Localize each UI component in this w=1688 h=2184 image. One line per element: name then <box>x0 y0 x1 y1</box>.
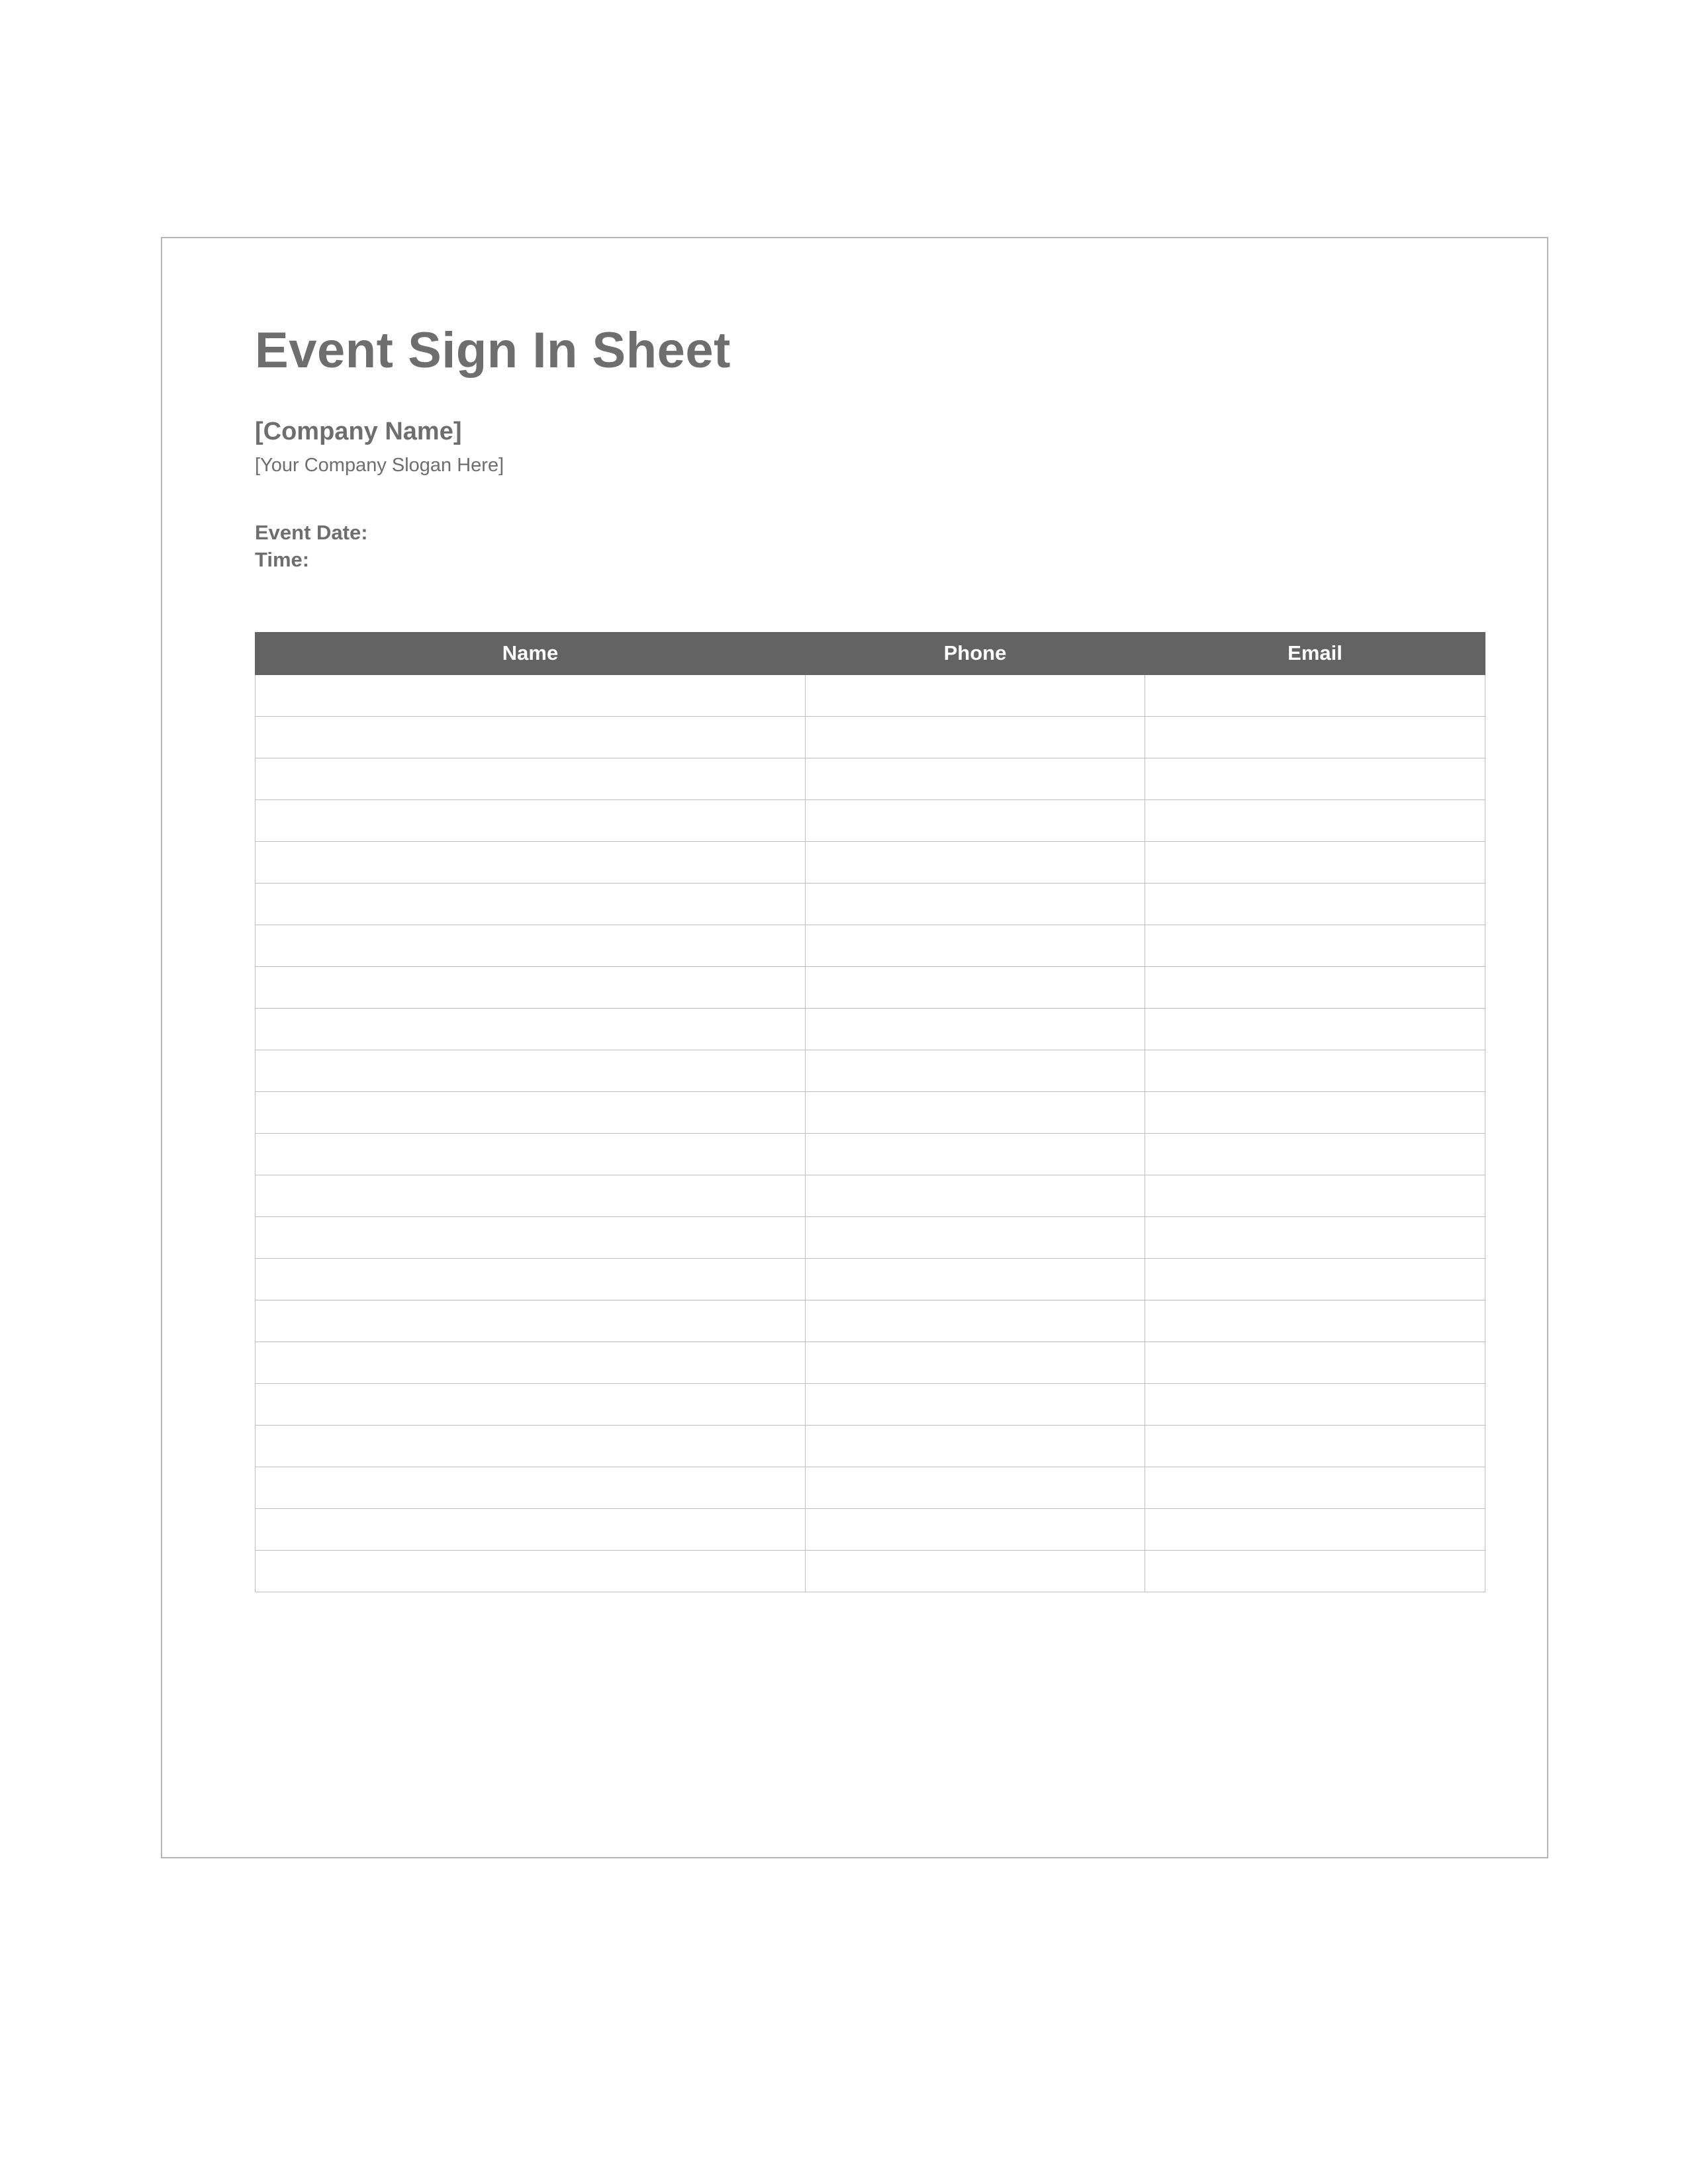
cell-email[interactable] <box>1145 1300 1485 1342</box>
table-header-row <box>256 632 1485 674</box>
page-title: Event Sign In Sheet <box>255 322 731 379</box>
cell-phone[interactable] <box>806 674 1145 716</box>
cell-phone[interactable] <box>806 1383 1145 1425</box>
company-block <box>255 417 1473 478</box>
cell-name[interactable] <box>256 1216 806 1258</box>
cell-name[interactable] <box>256 1050 806 1091</box>
cell-email[interactable] <box>1145 1467 1485 1508</box>
table-row <box>256 799 1485 841</box>
cell-phone[interactable] <box>806 1216 1145 1258</box>
cell-phone[interactable] <box>806 716 1145 758</box>
table-row <box>256 674 1485 716</box>
cell-name[interactable] <box>256 1175 806 1216</box>
cell-name[interactable] <box>256 674 806 716</box>
cell-email[interactable] <box>1145 1216 1485 1258</box>
cell-email[interactable] <box>1145 716 1485 758</box>
cell-name[interactable] <box>256 841 806 883</box>
table-row <box>256 1508 1485 1550</box>
cell-name[interactable] <box>256 716 806 758</box>
table-row <box>256 716 1485 758</box>
cell-email[interactable] <box>1145 1508 1485 1550</box>
table-body <box>256 674 1485 1592</box>
cell-email[interactable] <box>1145 883 1485 925</box>
company-name[interactable]: [Company Name] <box>255 417 462 445</box>
cell-name[interactable] <box>256 1258 806 1300</box>
cell-phone[interactable] <box>806 1467 1145 1508</box>
event-time-label[interactable]: Time: <box>255 547 310 571</box>
sign-in-table <box>255 632 1485 1592</box>
cell-name[interactable] <box>256 1550 806 1592</box>
cell-phone[interactable] <box>806 1050 1145 1091</box>
cell-name[interactable] <box>256 1508 806 1550</box>
table-row <box>256 1258 1485 1300</box>
cell-phone[interactable] <box>806 1550 1145 1592</box>
cell-phone[interactable] <box>806 758 1145 799</box>
cell-phone[interactable] <box>806 841 1145 883</box>
cell-email[interactable] <box>1145 1342 1485 1383</box>
cell-name[interactable] <box>256 925 806 966</box>
document-page <box>161 237 1548 1858</box>
table-row <box>256 841 1485 883</box>
cell-email[interactable] <box>1145 1258 1485 1300</box>
cell-phone[interactable] <box>806 799 1145 841</box>
cell-name[interactable] <box>256 1425 806 1467</box>
cell-name[interactable] <box>256 1091 806 1133</box>
table-row <box>256 758 1485 799</box>
cell-name[interactable] <box>256 1300 806 1342</box>
table-row <box>256 883 1485 925</box>
cell-phone[interactable] <box>806 1508 1145 1550</box>
cell-email[interactable] <box>1145 799 1485 841</box>
cell-email[interactable] <box>1145 1091 1485 1133</box>
cell-phone[interactable] <box>806 1425 1145 1467</box>
event-meta-block <box>255 520 1473 574</box>
table-row <box>256 1425 1485 1467</box>
column-header-name: Name <box>256 632 806 674</box>
cell-email[interactable] <box>1145 841 1485 883</box>
table-header <box>256 632 1485 674</box>
company-slogan[interactable]: [Your Company Slogan Here] <box>255 455 504 477</box>
table-row <box>256 1216 1485 1258</box>
cell-email[interactable] <box>1145 1008 1485 1050</box>
table-row <box>256 1467 1485 1508</box>
cell-phone[interactable] <box>806 1258 1145 1300</box>
cell-phone[interactable] <box>806 925 1145 966</box>
cell-name[interactable] <box>256 966 806 1008</box>
cell-phone[interactable] <box>806 1008 1145 1050</box>
cell-name[interactable] <box>256 758 806 799</box>
cell-email[interactable] <box>1145 674 1485 716</box>
cell-name[interactable] <box>256 1133 806 1175</box>
cell-email[interactable] <box>1145 1550 1485 1592</box>
cell-phone[interactable] <box>806 1091 1145 1133</box>
cell-email[interactable] <box>1145 1383 1485 1425</box>
cell-email[interactable] <box>1145 925 1485 966</box>
event-date-label[interactable]: Event Date: <box>255 521 368 545</box>
cell-email[interactable] <box>1145 1425 1485 1467</box>
table-row <box>256 1050 1485 1091</box>
table-row <box>256 966 1485 1008</box>
cell-email[interactable] <box>1145 1050 1485 1091</box>
table-row <box>256 1300 1485 1342</box>
table-row <box>256 1383 1485 1425</box>
table-row <box>256 925 1485 966</box>
cell-name[interactable] <box>256 1383 806 1425</box>
cell-phone[interactable] <box>806 1175 1145 1216</box>
cell-email[interactable] <box>1145 966 1485 1008</box>
cell-phone[interactable] <box>806 1342 1145 1383</box>
cell-name[interactable] <box>256 1467 806 1508</box>
table-row <box>256 1091 1485 1133</box>
table-row <box>256 1175 1485 1216</box>
table-row <box>256 1342 1485 1383</box>
cell-name[interactable] <box>256 883 806 925</box>
cell-name[interactable] <box>256 1342 806 1383</box>
column-header-phone: Phone <box>806 632 1145 674</box>
cell-email[interactable] <box>1145 1175 1485 1216</box>
table-row <box>256 1008 1485 1050</box>
cell-name[interactable] <box>256 799 806 841</box>
document-content <box>255 318 1473 1592</box>
table-row <box>256 1133 1485 1175</box>
cell-phone[interactable] <box>806 883 1145 925</box>
table-row <box>256 1550 1485 1592</box>
cell-email[interactable] <box>1145 758 1485 799</box>
column-header-email: Email <box>1145 632 1485 674</box>
cell-email[interactable] <box>1145 1133 1485 1175</box>
cell-phone[interactable] <box>806 1300 1145 1342</box>
cell-name[interactable] <box>256 1008 806 1050</box>
cell-phone[interactable] <box>806 1133 1145 1175</box>
cell-phone[interactable] <box>806 966 1145 1008</box>
